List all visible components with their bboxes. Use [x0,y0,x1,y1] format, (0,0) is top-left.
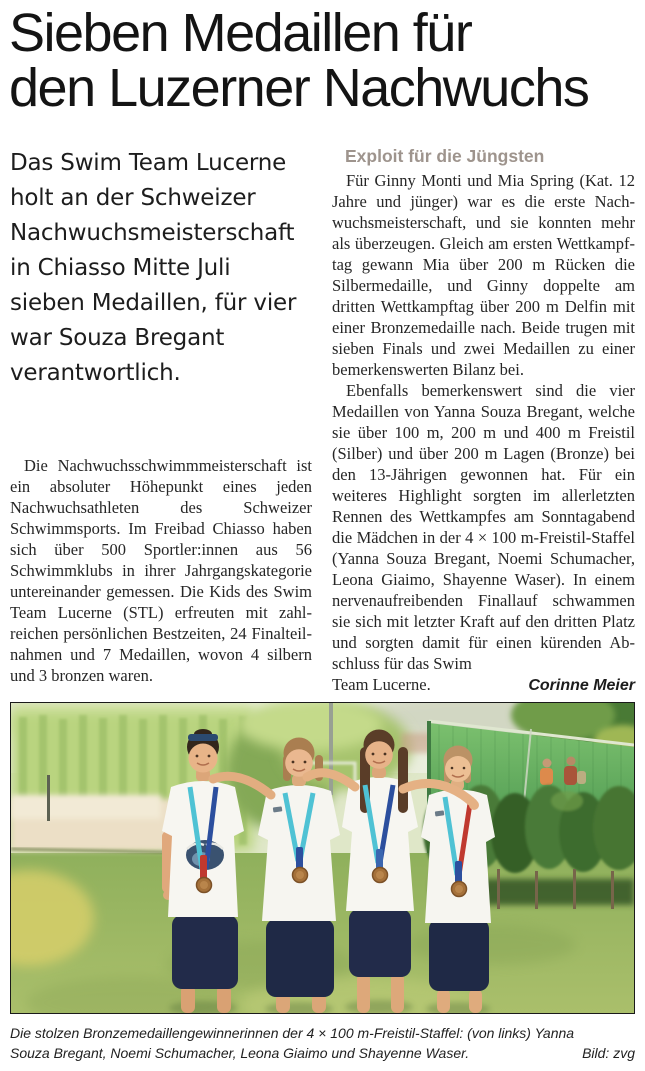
caption-line-1: Die stolzen Bronzemedaillengewinnerinnen der 4 × 100 m-Freistil-Staffel: (von links) Yanna [10,1025,575,1041]
photo-caption [10,1023,635,1063]
caption-line-2: Souza Bregant, Noemi Schumacher, Leona Giaimo und Shayenne Waser. [10,1045,470,1061]
caption-row [10,1043,635,1063]
left-body-paragraph: Die Nachwuchsschwimmmeisterschaft ist ein absoluter Höhepunkt eines jeden Nachwuchsathleten des Schweizer Schwimmsports. Im Freibad Chiasso haben sich über 500 Sportler:innen aus 56 Schwimmklubs in ihrer Jahrgangskategorie untereinander gemessen. Die Kids des Swim Team Lucerne (STL) erfreuten mit zahlreichen persönlichen Bestzeiten, 24 Finalteilnahmen und 7 Medaillen, wovon 4 silbern und 3 bronzen waren. [10,456,312,685]
headline-line-1: Sieben Medaillen für [9,3,472,63]
photo-credit: Bild: zvg [582,1045,635,1061]
section-subheading: Exploit für die Jüngsten [345,146,545,166]
headline-line-2: den Luzerner Nachwuchs [9,58,589,118]
paragraph-last-line: Team Lucerne. [332,675,431,694]
article-lead: Das Swim Team Lucerne holt an der Schweizer Nachwuchsmeisterschaft in Chiasso Mitte Juli sieben Medaillen, für vier war Souza Bregant verantwortlich. [10,150,297,386]
right-paragraph-1: Für Ginny Monti und Mia Spring (Kat. 12 Jahre und jünger) war es die erste Nachwuchsmeisterschaft, und sie konnten mehr als überzeugen. Gleich am ersten Wettkampftag gewann Mia über 200 m Rücken die Silbermedaille, und Ginny doppelte am dritten Wettkampftag über 200 m Delfin mit einer Bronzemedaille nach. Beide trugen mit sieben Finals und zwei Medaillen zu einer bemerkenswerten Bilanz bei. [332,171,635,379]
photo-illustration [11,703,634,1013]
article-headline [9,3,589,118]
byline-row [332,674,635,696]
article-photo [10,702,635,1014]
right-column [332,146,635,696]
left-column [10,455,312,686]
author-name: Corinne Meier [528,677,635,694]
right-paragraph-2: Ebenfalls bemerkenswert sind die vier Medaillen von Yanna Souza Bregant, welche sie über 100 m, 200 m und 400 m Freistil (Silber) und über 200 m Lagen (Bronze) bei den 13-Jährigen gewonnen hat. Für ein weiteres Highlight sorgten im allerletzten Rennen des Wettkampfes am Sonntagabend die Mädchen in der 4 × 100 m-Freistil-Staffel (Yanna Souza Bregant, Noemi Schumacher, Leona Giaimo, Shayenne Waser). In einem nervenaufreibenden Finallauf schwammen sie sich mit letzter Kraft auf den dritten Platz und sorgten damit für einen kürenden Abschluss für das Swim [332,381,635,673]
